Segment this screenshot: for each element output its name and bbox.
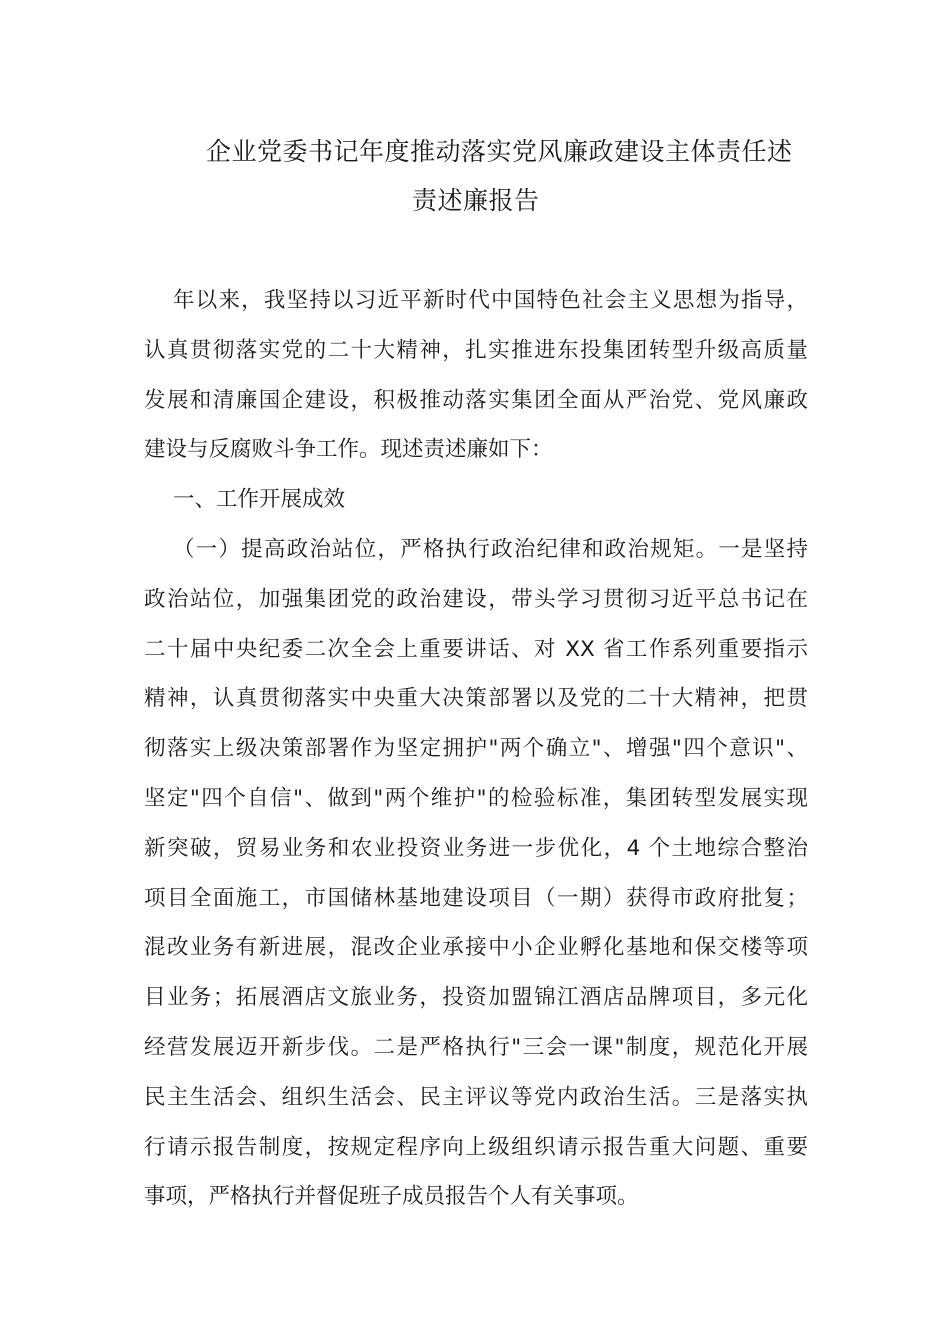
body-line: 二十届中央纪委二次全会上重要讲话、对 XX 省工作系列重要指示 (144, 636, 808, 662)
body-line: 政治站位，加强集团党的政治建设，带头学习贯彻习近平总书记在 (144, 586, 808, 612)
body-line: 目业务；拓展酒店文旅业务，投资加盟锦江酒店品牌项目，多元化 (144, 985, 808, 1011)
document-body (144, 283, 808, 1229)
body-line: 新突破，贸易业务和农业投资业务进一步优化，4 个土地综合整治 (144, 835, 808, 861)
document-title-line-1: 企业党委书记年度推动落实党风廉政建设主体责任述 (206, 137, 793, 166)
body-line: 经营发展迈开新步伐。二是严格执行"三会一课"制度，规范化开展 (144, 1034, 808, 1060)
body-line: 彻落实上级决策部署作为坚定拥护"两个确立"、增强"四个意识"、 (144, 736, 808, 762)
body-line: 行请示报告制度，按规定程序向上级组织请示报告重大问题、重要 (144, 1134, 808, 1160)
body-line: 认真贯彻落实党的二十大精神，扎实推进东投集团转型升级高质量 (144, 337, 808, 363)
body-line: 项目全面施工，市国储林基地建设项目（一期）获得市政府批复； (144, 885, 808, 911)
body-line: 年以来，我坚持以习近平新时代中国特色社会主义思想为指导， (173, 288, 808, 313)
section-heading: 一、工作开展成效 (173, 487, 346, 513)
body-line: 民主生活会、组织生活会、民主评议等党内政治生活。三是落实执 (144, 1084, 808, 1110)
body-line: 混改业务有新进展，混改企业承接中小企业孵化基地和保交楼等项 (144, 935, 808, 961)
body-line: （一）提高政治站位，严格执行政治纪律和政治规矩。一是坚持 (173, 536, 808, 562)
body-line: 建设与反腐败斗争工作。现述责述廉如下： (144, 437, 553, 463)
body-line: 事项，严格执行并督促班子成员报告个人有关事项。 (144, 1184, 639, 1210)
document-title-line-2: 责述廉报告 (412, 186, 540, 215)
body-line: 发展和清廉国企建设，积极推动落实集团全面从严治党、党风廉政 (144, 387, 808, 413)
body-line: 坚定"四个自信"、做到"两个维护"的检验标准，集团转型发展实现 (144, 785, 808, 811)
body-line: 精神，认真贯彻落实中央重大决策部署以及党的二十大精神，把贯 (144, 686, 808, 712)
